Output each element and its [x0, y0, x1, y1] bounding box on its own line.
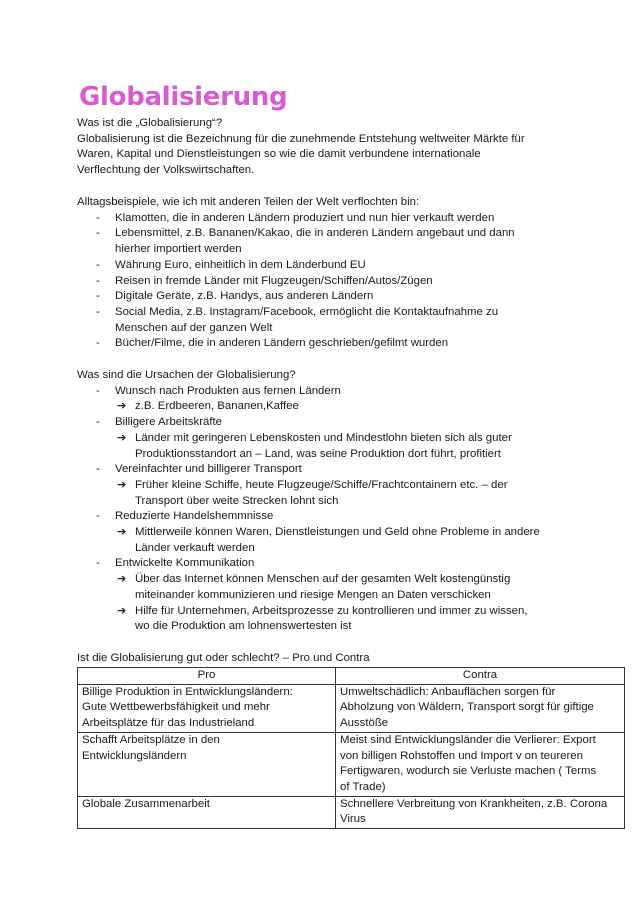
contra-cell-line: of Trade)	[340, 780, 386, 793]
causes-section	[77, 368, 597, 635]
cause-detail	[77, 525, 597, 556]
page-title: Globalisierung	[79, 82, 288, 112]
everyday-item-line: - Reisen in fremde Länder mit Flugzeugen/Schiffen/Autos/Zügen	[115, 274, 433, 287]
arrow-right-icon: ➔	[117, 478, 127, 491]
everyday-item-line: Menschen auf der ganzen Welt	[115, 321, 273, 334]
cause-detail-line: Früher kleine Schiffe, heute Flugzeuge/Schiffe/Frachtcontainern etc. – der	[135, 478, 508, 491]
table-row	[78, 796, 625, 828]
cause-detail	[77, 399, 597, 415]
contra-cell-line: Fertigwaren, wodurch sie Verluste machen ( Terms	[340, 765, 597, 778]
everyday-item-line: - Bücher/Filme, die in anderen Ländern geschrieben/gefilmt wurden	[115, 337, 449, 350]
cause-detail-line: Über das Internet können Menschen auf der gesamten Welt kostengünstig	[135, 573, 511, 586]
everyday-item-line: - Klamotten, die in anderen Ländern produziert und nun hier verkauft werden	[115, 211, 495, 224]
contra-cell-line: von billigen Rohstoffen und Import v on teureren	[340, 749, 583, 762]
table-header-row	[78, 668, 625, 685]
contra-cell-line: Umweltschädlich: Anbauflächen sorgen für	[340, 685, 556, 698]
intro-definition-line: Verflechtung der Volkswirtschaften.	[77, 164, 255, 177]
everyday-item	[77, 211, 577, 227]
cause-item	[77, 462, 597, 509]
cause-label: - Billigere Arbeitskräfte	[115, 416, 222, 429]
arrow-right-icon: ➔	[117, 431, 127, 444]
table-row	[78, 732, 625, 796]
cause-detail	[77, 604, 597, 635]
cause-detail	[77, 431, 597, 462]
everyday-item-line: - Social Media, z.B. Instagram/Facebook, ermöglicht die Kontaktaufnahme zu	[115, 305, 499, 318]
contra-cell-line: Schnellere Verbreitung von Krankheiten, z.B. Corona	[340, 797, 608, 810]
everyday-item	[77, 274, 577, 290]
cause-item	[77, 556, 597, 635]
pro-cell-line: Entwicklungsländern	[82, 749, 187, 762]
everyday-item	[77, 258, 577, 274]
cause-detail-line: Transport über weite Strecken lohnt sich	[135, 494, 339, 507]
everyday-item	[77, 305, 577, 336]
everyday-item-line: - Währung Euro, einheitlich in dem Länderbund EU	[115, 258, 366, 271]
everyday-item-line: hierher importiert werden	[115, 243, 242, 256]
cause-label: - Wunsch nach Produkten aus fernen Ländern	[115, 384, 341, 397]
pro-cell-line: Gute Wettbewerbsfähigkeit und mehr	[82, 701, 270, 714]
arrow-right-icon: ➔	[117, 604, 127, 617]
everyday-item-line: - Digitale Geräte, z.B. Handys, aus anderen Ländern	[115, 290, 374, 303]
cause-detail-line: miteinander kommunizieren und riesige Mengen an Daten verschicken	[135, 588, 491, 601]
cause-detail-line: wo die Produktion am lohnenswertesten ist	[135, 620, 352, 633]
arrow-right-icon: ➔	[117, 400, 127, 413]
cause-item	[77, 509, 597, 556]
cause-detail	[77, 478, 597, 509]
everyday-heading: Alltagsbeispiele, wie ich mit anderen Teilen der Welt verflochten bin:	[77, 196, 420, 208]
everyday-section	[77, 195, 577, 352]
cause-detail-line: z.B. Erdbeeren, Bananen,Kaffee	[135, 400, 299, 413]
contra-cell-line: Abholzung von Wäldern, Transport sorgt für giftige	[340, 701, 594, 714]
procontra-heading: Ist die Globalisierung gut oder schlecht? – Pro und Contra	[77, 652, 370, 664]
procontra-table	[77, 667, 625, 829]
pro-cell-line: Billige Produktion in Entwicklungsländern:	[82, 685, 293, 698]
everyday-item	[77, 226, 577, 257]
cause-detail-line: Mittlerweile können Waren, Dienstleistungen und Geld ohne Probleme in andere	[135, 526, 540, 539]
causes-heading: Was sind die Ursachen der Globalisierung?	[77, 369, 296, 381]
cause-label: - Vereinfachter und billigerer Transport	[115, 463, 302, 476]
intro-definition-line: Waren, Kapital und Dienstleistungen so wie die damit verbundene internationale	[77, 148, 481, 161]
intro-section	[77, 116, 577, 179]
pro-cell-line: Arbeitsplätze für das Industrieland	[82, 717, 255, 730]
everyday-item	[77, 336, 577, 352]
cause-detail-line: Hilfe für Unternehmen, Arbeitsprozesse zu kontrollieren und immer zu wissen,	[135, 604, 528, 617]
everyday-list	[77, 211, 577, 352]
pro-cell-line: Globale Zusammenarbeit	[82, 797, 210, 810]
contra-cell	[336, 732, 625, 796]
table-row	[78, 684, 625, 732]
cause-item	[77, 415, 597, 462]
cause-detail	[77, 572, 597, 603]
intro-question: Was ist die „Globalisierung“?	[77, 117, 223, 129]
contra-cell-line: Ausstöße	[340, 717, 389, 730]
arrow-right-icon: ➔	[117, 573, 127, 586]
contra-cell	[336, 684, 625, 732]
pro-cell	[78, 684, 336, 732]
pro-header: Pro	[78, 668, 336, 685]
contra-cell	[336, 796, 625, 828]
intro-definition-line: Globalisierung ist die Bezeichnung für die zunehmende Entstehung weltweiter Märkte für	[77, 132, 525, 145]
procontra-table-body	[78, 684, 625, 828]
cause-detail-line: Länder verkauft werden	[135, 541, 255, 554]
everyday-item-line: - Lebensmittel, z.B. Bananen/Kakao, die in anderen Ländern angebaut und dann	[115, 227, 515, 240]
cause-item	[77, 384, 597, 415]
pro-cell	[78, 732, 336, 796]
arrow-right-icon: ➔	[117, 526, 127, 539]
contra-cell-line: Meist sind Entwicklungsländer die Verlierer: Export	[340, 733, 596, 746]
everyday-item	[77, 289, 577, 305]
cause-label: - Entwickelte Kommunikation	[115, 557, 255, 570]
causes-list	[77, 384, 597, 635]
cause-detail-line: Länder mit geringeren Lebenskosten und Mindestlohn bieten sich als guter	[135, 431, 512, 444]
cause-detail-line: Produktionsstandort an – Land, was seine Produktion dort führt, profitiert	[135, 447, 501, 460]
pro-cell	[78, 796, 336, 828]
pro-cell-line: Schafft Arbeitsplätze in den	[82, 733, 220, 746]
contra-cell-line: Virus	[340, 813, 366, 826]
contra-header: Contra	[336, 668, 625, 685]
cause-label: - Reduzierte Handelshemmnisse	[115, 510, 274, 523]
